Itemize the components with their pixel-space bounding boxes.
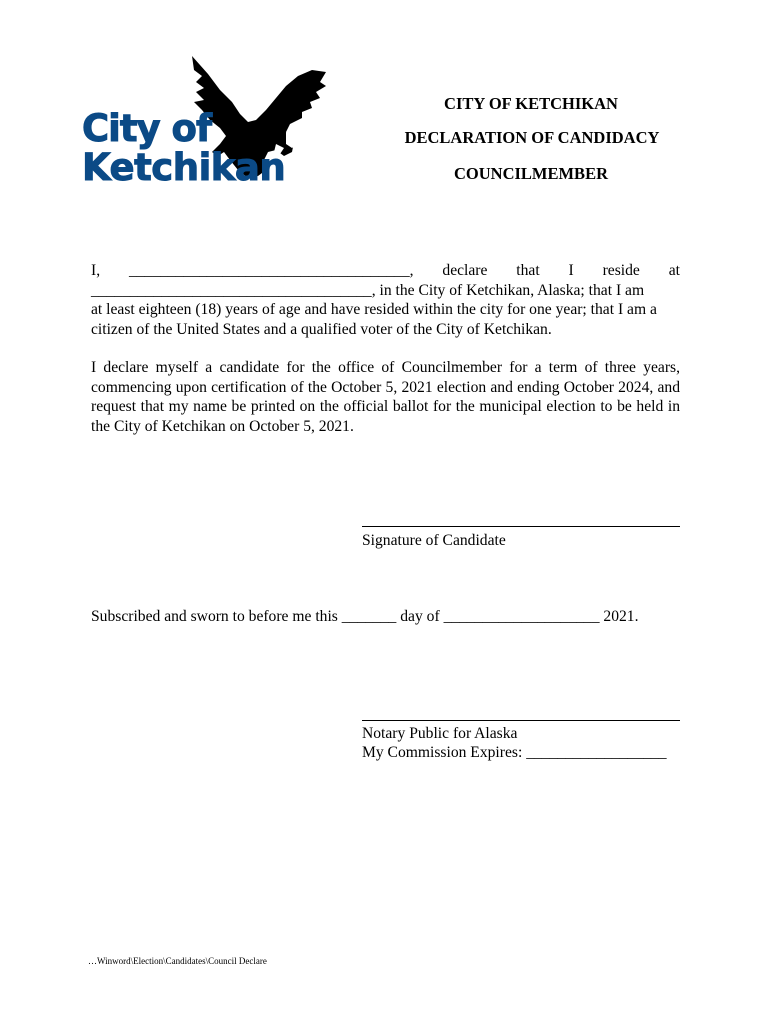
residency-line-3: at least eighteen (18) years of age and have resided within the city for one year; that I am a xyxy=(91,301,657,318)
sworn-statement xyxy=(91,608,639,626)
heading-declaration: DECLARATION OF CANDIDACY xyxy=(404,128,660,147)
residency-line-2: ____________________________________, in the City of Ketchikan, Alaska; that I am xyxy=(91,281,645,299)
residency-paragraph xyxy=(91,261,680,339)
sworn-month-blank[interactable]: ____________________ xyxy=(443,608,600,625)
file-path-footer: …Winword\Election\Candidates\Council Declare xyxy=(88,956,267,966)
word-i: I, xyxy=(91,262,101,279)
commission-expires xyxy=(362,744,667,762)
logo-line-city-of: City of xyxy=(82,107,212,150)
city-logo xyxy=(80,52,342,192)
candidate-name-blank: ____________________________________, xyxy=(128,262,414,279)
word-declare: declare xyxy=(442,262,488,279)
sworn-text-start: Subscribed and sworn to before me this xyxy=(91,608,338,625)
logo-line-ketchikan: Ketchikan xyxy=(82,146,286,189)
notary-signature-line[interactable] xyxy=(362,720,680,721)
notary-label: Notary Public for Alaska xyxy=(362,725,518,742)
word-reside: reside xyxy=(602,262,640,279)
candidate-signature-label: Signature of Candidate xyxy=(362,532,506,549)
commission-expires-label: My Commission Expires: xyxy=(362,744,523,761)
sworn-day-blank[interactable]: _______ xyxy=(341,608,397,625)
sworn-year: 2021. xyxy=(603,608,639,625)
sworn-text-mid: day of xyxy=(400,608,440,625)
heading-city: CITY OF KETCHIKAN xyxy=(444,94,618,113)
candidacy-paragraph: I declare myself a candidate for the office of Councilmember for a term of three years, commencing upon certification of the October 5, 2021 election and ending October 2024, and request that my name be printed on the official ballot for the municipal election to be held in the City of Ketchikan on October 5, 2021. xyxy=(91,359,680,435)
residency-line-1 xyxy=(91,261,680,281)
candidate-signature-line[interactable] xyxy=(362,526,680,527)
heading-office: COUNCILMEMBER xyxy=(453,164,608,183)
word-I: I xyxy=(568,262,574,279)
word-at: at xyxy=(668,262,680,279)
commission-expires-blank[interactable]: __________________ xyxy=(526,744,667,761)
word-that: that xyxy=(516,262,540,279)
residency-line-4: citizen of the United States and a qualified voter of the City of Ketchikan. xyxy=(91,320,552,338)
